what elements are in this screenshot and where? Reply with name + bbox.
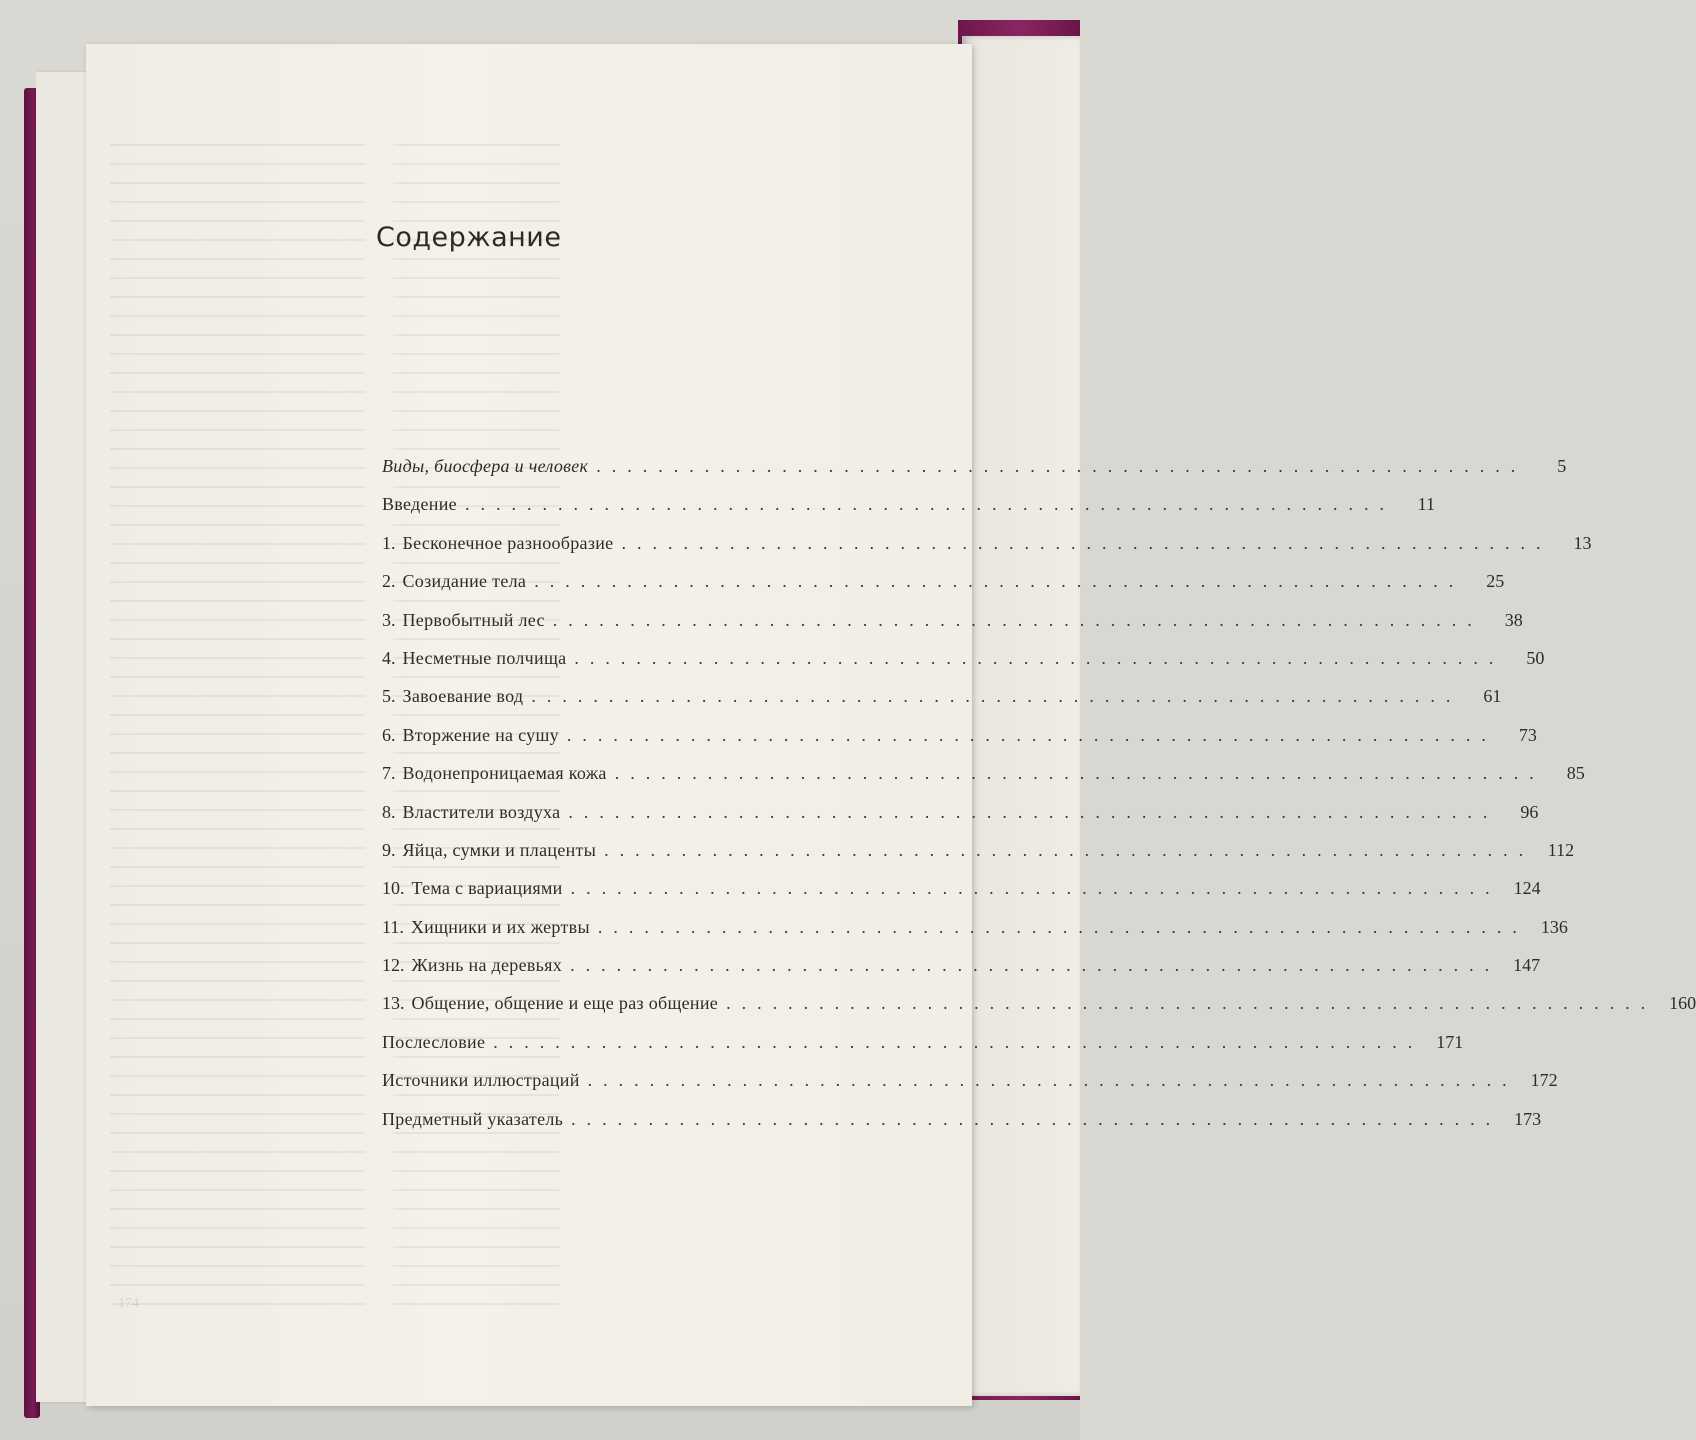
toc-entry-title: Созидание тела xyxy=(402,571,527,592)
toc-entry-page-number: 112 xyxy=(1547,839,1575,860)
toc-entry-page-number: 73 xyxy=(1518,724,1537,745)
toc-entry-title: Виды, биосфера и человек xyxy=(382,456,589,476)
toc-entry-number: 8. xyxy=(382,801,396,822)
page-heading: Содержание xyxy=(376,222,562,253)
toc-entry-number: 6. xyxy=(382,724,396,745)
toc-entry-title: Введение xyxy=(382,494,457,515)
toc-entry xyxy=(382,677,1502,715)
toc-entry-number: 1. xyxy=(382,532,396,553)
toc-entry-page-number: 50 xyxy=(1526,647,1545,668)
toc-entry-number: 5. xyxy=(382,686,396,707)
toc-entry-page-number: 173 xyxy=(1514,1108,1542,1129)
toc-entry-page-number: 171 xyxy=(1436,1031,1464,1052)
toc-entry-title: Общение, общение и еще раз общение xyxy=(411,993,719,1014)
toc-dot-leader: ............................................................ xyxy=(570,955,1501,976)
toc-dot-leader: ............................................................ xyxy=(574,647,1505,668)
toc-entry xyxy=(382,831,1575,869)
toc-entry xyxy=(382,485,1435,523)
toc-dot-leader: ............................................................ xyxy=(571,1108,1502,1129)
toc-entry xyxy=(382,716,1537,754)
toc-entry-page-number: 13 xyxy=(1573,532,1592,553)
toc-dot-leader: ............................................................ xyxy=(570,878,1501,899)
toc-entry-number: 2. xyxy=(382,571,396,592)
toc-dot-leader: ............................................................ xyxy=(621,532,1552,553)
toc-entry-title: Источники иллюстраций xyxy=(382,1070,580,1091)
toc-entry xyxy=(382,984,1696,1022)
toc-entry-number: 4. xyxy=(382,647,396,668)
toc-entry-page-number: 5 xyxy=(1557,456,1567,476)
toc-entry xyxy=(382,639,1545,677)
toc-entry-number: 9. xyxy=(382,839,396,860)
toc-entry-title: Яйца, сумки и плаценты xyxy=(402,839,597,860)
toc-entry-title: Водонепроницаемая кожа xyxy=(402,763,607,784)
toc-entry-page-number: 96 xyxy=(1520,801,1539,822)
show-through-page-number: 174 xyxy=(118,1296,139,1311)
toc-entry-number: 12. xyxy=(382,955,405,976)
toc-entry xyxy=(382,1061,1558,1099)
toc-entry-title: Завоевание вод xyxy=(402,686,524,707)
toc-entry xyxy=(382,908,1568,946)
toc-entry-number: 7. xyxy=(382,763,396,784)
toc-entry-title: Бесконечное разнообразие xyxy=(402,532,614,553)
toc-entry-page-number: 160 xyxy=(1669,993,1696,1014)
toc-entry-title: Жизнь на деревьях xyxy=(411,955,563,976)
toc-dot-leader: ............................................................ xyxy=(531,686,1462,707)
toc-entry-page-number: 85 xyxy=(1566,763,1585,784)
toc-entry-page-number: 61 xyxy=(1483,686,1502,707)
toc-entry-title: Предметный указатель xyxy=(382,1108,564,1129)
toc-entry xyxy=(382,1100,1542,1138)
toc-entry xyxy=(382,869,1541,907)
toc-dot-leader: ............................................................ xyxy=(596,456,1527,476)
toc-entry xyxy=(382,524,1592,562)
toc-entry-page-number: 172 xyxy=(1530,1070,1558,1091)
toc-dot-leader: ............................................................ xyxy=(493,1031,1424,1052)
toc-entry-title: Несметные полчища xyxy=(402,647,567,668)
toc-dot-leader: ............................................................ xyxy=(726,993,1657,1014)
toc-entry-title: Первобытный лес xyxy=(402,609,545,630)
toc-dot-leader: ............................................................ xyxy=(566,724,1497,745)
toc-dot-leader: ............................................................ xyxy=(587,1070,1518,1091)
toc-entry-title: Властители воздуха xyxy=(402,801,561,822)
toc-entry-page-number: 124 xyxy=(1513,878,1541,899)
toc-entry-page-number: 136 xyxy=(1540,916,1568,937)
toc-entry xyxy=(382,754,1585,792)
toc-entry-page-number: 147 xyxy=(1513,955,1541,976)
toc-entry-title: Хищники и их жертвы xyxy=(410,916,590,937)
toc-entry-number: 13. xyxy=(382,993,405,1014)
toc-entry-title: Тема с вариациями xyxy=(411,878,563,899)
toc-entry xyxy=(382,562,1505,600)
toc-entry xyxy=(382,601,1523,639)
toc-entry-number: 11. xyxy=(382,916,404,937)
toc-entry xyxy=(382,793,1539,831)
toc-entry xyxy=(382,946,1541,984)
toc-dot-leader: ............................................................ xyxy=(604,839,1535,860)
toc-dot-leader: ............................................................ xyxy=(614,763,1545,784)
toc-entry-page-number: 25 xyxy=(1486,571,1505,592)
toc-entry-title: Вторжение на сушу xyxy=(402,724,559,745)
toc-dot-leader: ............................................................ xyxy=(534,571,1465,592)
table-of-contents xyxy=(382,447,1696,1138)
toc-dot-leader: ............................................................ xyxy=(464,494,1395,515)
toc-dot-leader: ............................................................ xyxy=(552,609,1483,630)
toc-entry xyxy=(382,1023,1464,1061)
toc-dot-leader: ............................................................ xyxy=(597,916,1528,937)
toc-dot-leader: ............................................................ xyxy=(568,801,1499,822)
toc-entry-page-number: 38 xyxy=(1504,609,1523,630)
toc-entry-title: Послесловие xyxy=(382,1031,486,1052)
toc-entry-number: 10. xyxy=(382,878,405,899)
toc-entry xyxy=(382,447,1567,485)
toc-entry-page-number: 11 xyxy=(1417,494,1435,515)
toc-entry-number: 3. xyxy=(382,609,396,630)
